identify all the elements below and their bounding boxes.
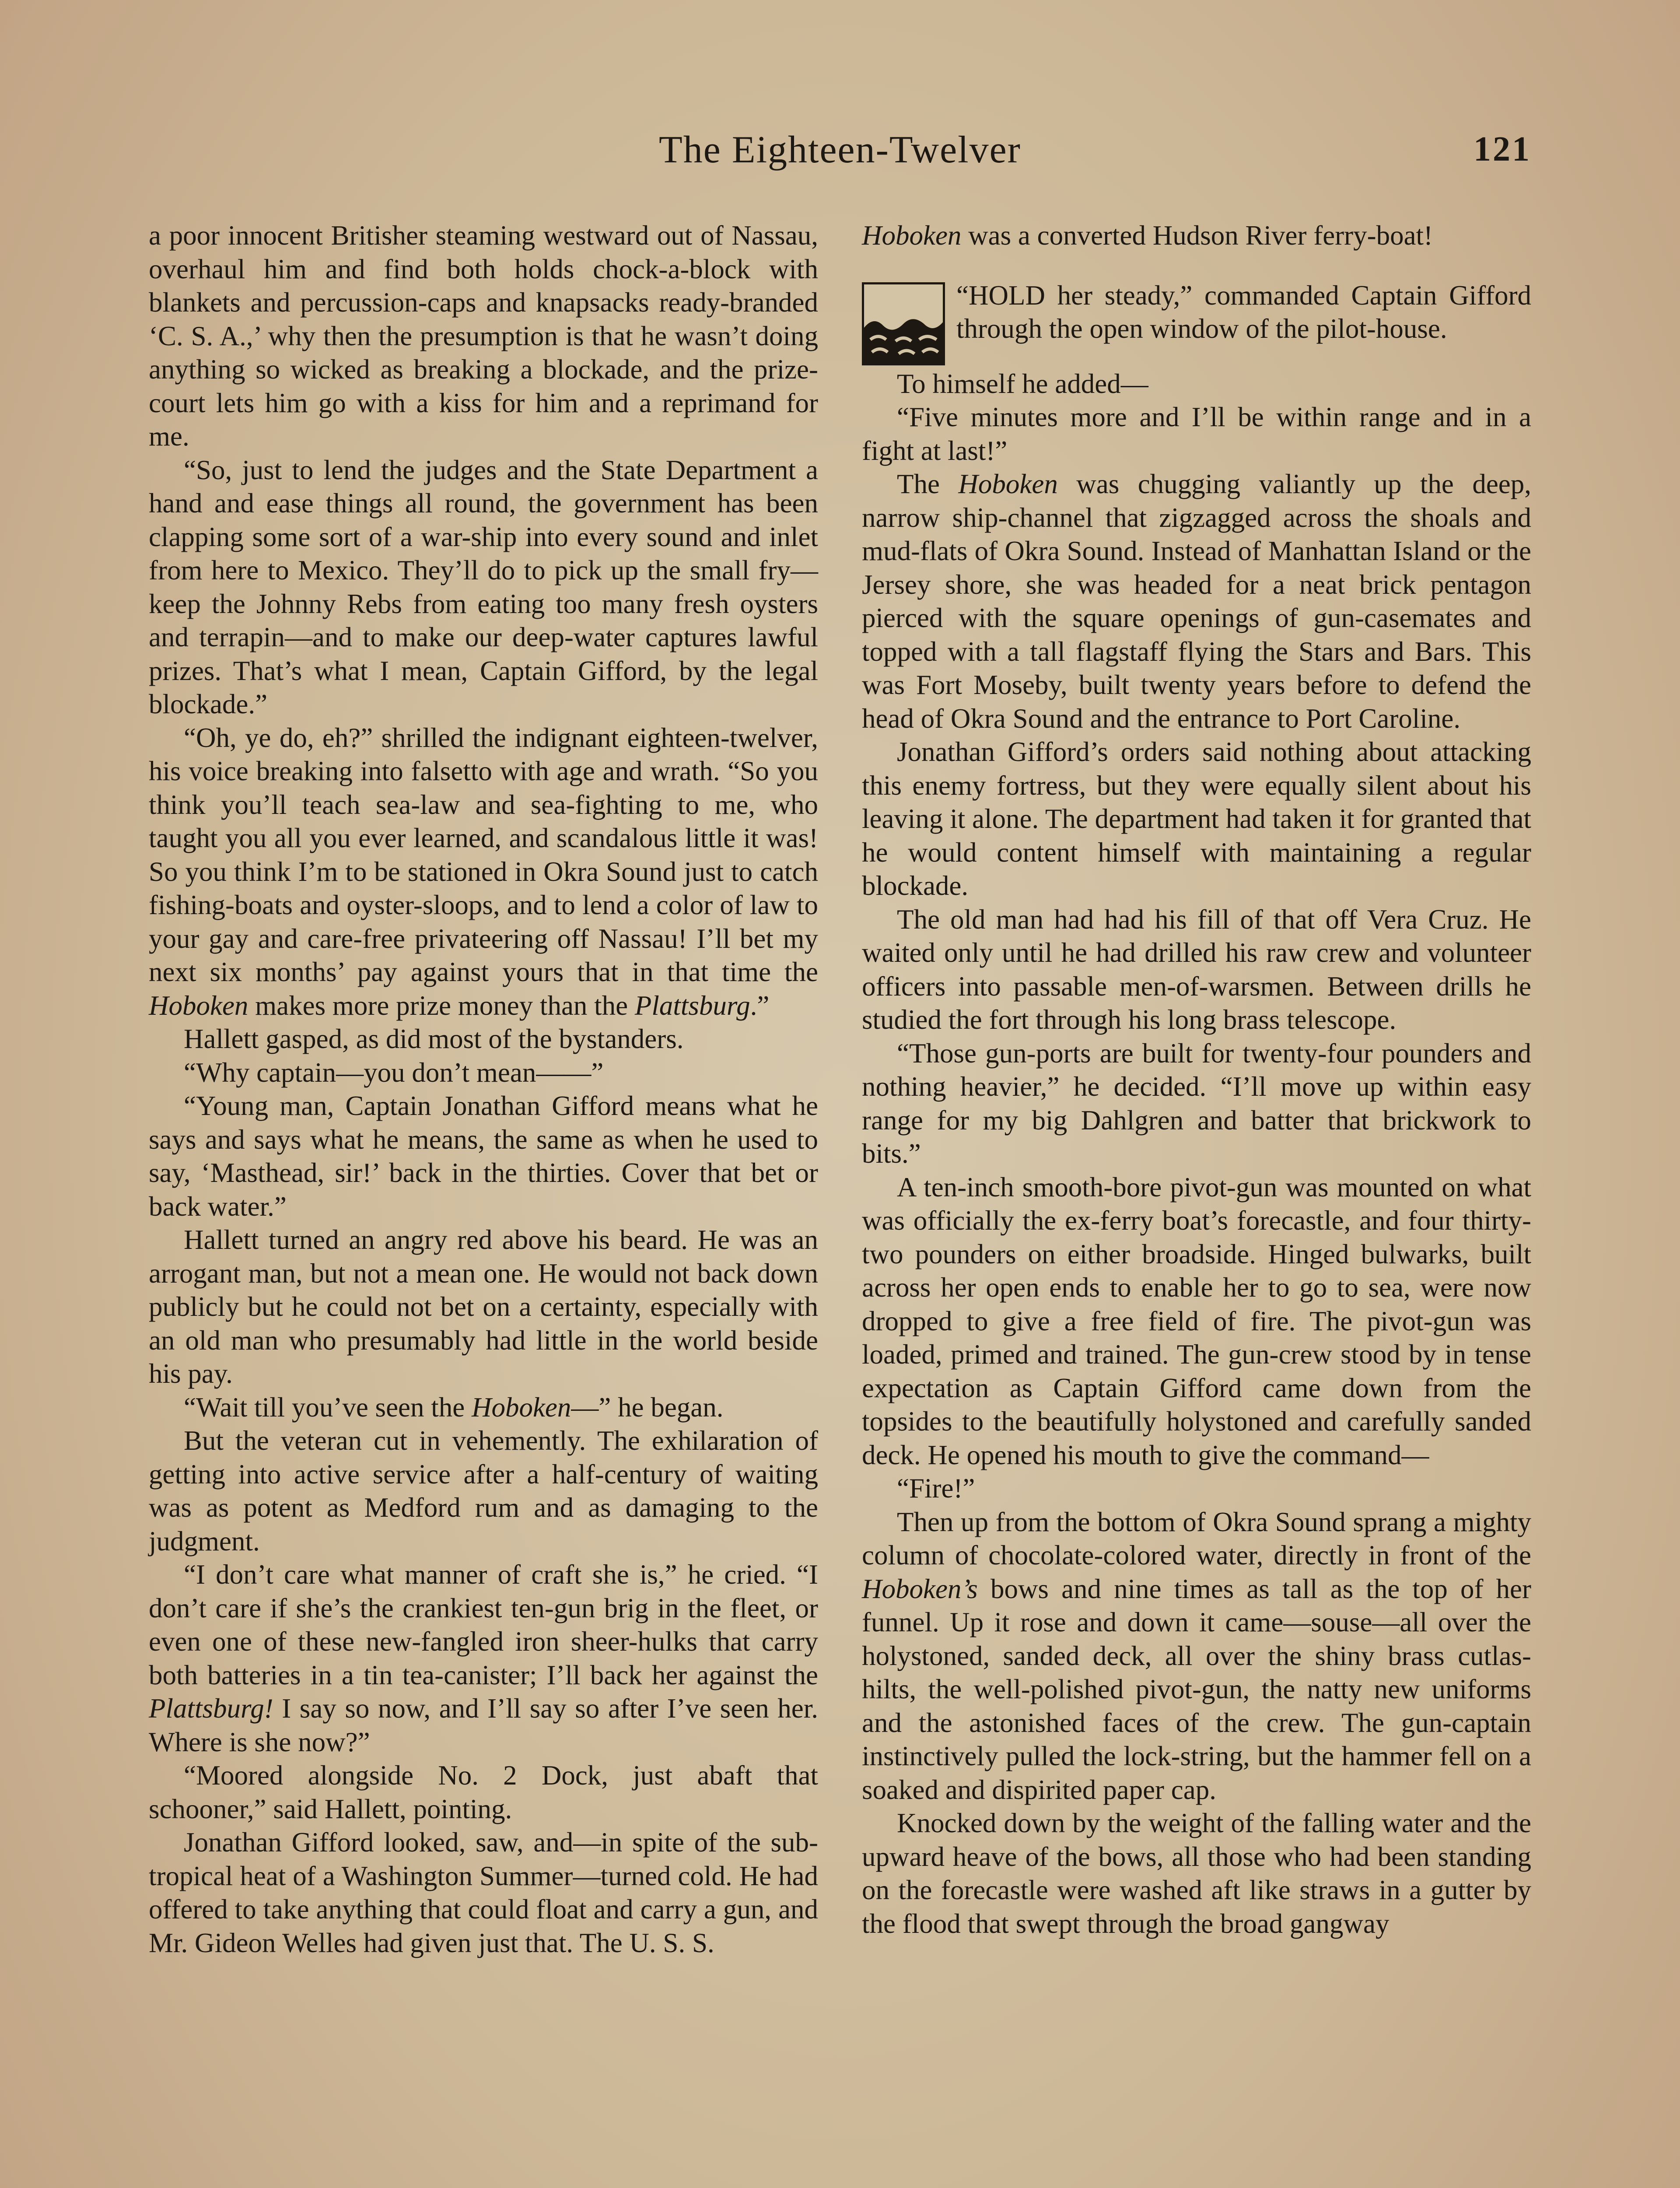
text-run: “HOLD her steady,” commanded Captain Gifford through the open window of the pilot-house.: [956, 280, 1531, 344]
ship-name: Hoboken: [862, 220, 962, 251]
text-columns: [149, 219, 1531, 1960]
page-number: 121: [1474, 130, 1531, 168]
paragraph: Knocked down by the weight of the falling water and the upward heave of the bows, all those who had been standing on the forecastle were washed aft like straws in a gutter by the flood that swept through the broad gangway: [862, 1808, 1531, 1939]
text-run: makes more prize money than the: [255, 990, 628, 1021]
paragraph: “Moored alongside No. 2 Dock, just abaft that schooner,” said Hallett, pointing.: [149, 1760, 818, 1824]
ship-name: Hoboken: [471, 1392, 571, 1423]
paragraph: [149, 721, 818, 1023]
paragraph: “Fire!”: [897, 1473, 975, 1504]
ship-name: Hoboken: [958, 469, 1058, 499]
left-column: [149, 219, 818, 1960]
text-run: The: [897, 469, 940, 499]
running-title: The Eighteen-Twelver: [659, 129, 1021, 171]
paragraph: “Young man, Captain Jonathan Gifford means what he says and says what he means, the same as when he used to say, ‘Masthead, sir!’ back in the thirties. Cover that bet or back water.”: [149, 1090, 818, 1222]
paragraph: Jonathan Gifford’s orders said nothing about attacking this enemy fortress, but they were equally silent about his leaving it alone. The department had taken it for granted that he would content himself with maintaining a regular blockade.: [862, 736, 1531, 901]
paragraph: “Those gun-ports are built for twenty-four pounders and nothing heavier,” he decided. “I’ll move up within easy range for my big Dahlgren and batter that brickwork to bits.”: [862, 1038, 1531, 1169]
text-run: was chugging valiantly up the deep, narrow ship-channel that zigzagged across the shoals and mud-flats of Okra Sound. Instead of Manhattan Island or the Jersey shore, she was headed for a neat brick pentagon pierced with the square openings of gun-casemates and topped with a tall flagstaff flying the Stars and Bars. This was Fort Moseby, built twenty years before to defend the head of Okra Sound and the entrance to Port Caroline.: [862, 469, 1532, 734]
text-run: I say so now, and I’ll say so after I’ve seen her. Where is she now?”: [149, 1693, 819, 1757]
text-run: “I don’t care what manner of craft she is,” he cried. “I don’t care if she’s the crankiest ten-gun brig in the fleet, or even one of these new-fangled iron sheer-hulks that carry both batteries in a tin tea-canister; I’ll back her against the: [149, 1559, 818, 1690]
text-run: .”: [750, 990, 770, 1021]
paragraph: A ten-inch smooth-bore pivot-gun was mounted on what was officially the ex-ferry boat’s forecastle, and four thirty-two pounders on either broadside. Hinged bulwarks, built across her open ends to enable her to go to sea, were now dropped to give a free field of fire. The pivot-gun was loaded, primed and trained. The gun-crew stood by in tense expectation as Captain Gifford came down from the topsides to the beautifully holystoned and carefully sanded deck. He opened his mouth to give the command—: [862, 1171, 1531, 1470]
section-opening-paragraph: [862, 279, 1531, 346]
paragraph: [862, 219, 1531, 252]
text-run: —” he began.: [571, 1392, 724, 1423]
text-run: bows and nine times as tall as the top of her funnel. Up it rose and down it came—souse—all over the holystoned, sanded deck, all over the shiny brass cutlas-hilts, the well-polished pivot-gun, the natty new uniforms and the astonished faces of the crew. The gun-captain instinctively pulled the lock-string, but the hammer fell on a soaked and dispirited paper cap.: [862, 1573, 1531, 1805]
wave-ornament-icon: [862, 282, 945, 365]
paragraph: Hallett gasped, as did most of the bystanders.: [184, 1024, 684, 1054]
paragraph: a poor innocent Britisher steaming westward out of Nassau, overhaul him and find both holds chock-a-block with blankets and percussion-caps and knapsacks ready-branded ‘C. S. A.,’ why then the presumption is that he wasn’t doing anything so wicked as breaking a blockade, and the prize-court lets him go with a kiss for him and a reprimand for me.: [149, 220, 818, 452]
paragraph: Jonathan Gifford looked, saw, and—in spite of the sub-tropical heat of a Washington Summer—turned cold. He had offered to take anything that could float and carry a gun, and Mr. Gideon Welles had given just that. The U. S. S.: [149, 1827, 818, 1958]
ship-name: Plattsburg!: [149, 1693, 273, 1724]
page-header: [149, 128, 1531, 189]
paragraph: The old man had had his fill of that off Vera Cruz. He waited only until he had drilled his raw crew and volunteer officers into passable men-of-warsmen. Between drills he studied the fort through his long brass telescope.: [862, 904, 1531, 1035]
text-run: “Wait till you’ve seen the: [184, 1392, 465, 1423]
paragraph: To himself he added—: [897, 368, 1148, 399]
text-run: Then up from the bottom of Okra Sound sprang a mighty column of chocolate-colored water, directly in front of the: [862, 1506, 1531, 1571]
paragraph: “Five minutes more and I’ll be within range and in a fight at last!”: [862, 402, 1531, 466]
ship-name: Hoboken: [149, 990, 248, 1021]
paragraph: Hallett turned an angry red above his beard. He was an arrogant man, but not a mean one. He would not back down publicly but he could not bet on a certainty, especially with an old man who presumably had little in the world beside his pay.: [149, 1224, 818, 1389]
paragraph: [862, 1505, 1531, 1807]
paragraph: “So, just to lend the judges and the State Department a hand and ease things all round, the government has been clapping some sort of a war-ship into every sound and inlet from here to Mexico. They’ll do to pick up the small fry—keep the Johnny Rebs from eating too many fresh oysters and terrapin—and to make our deep-water captures lawful prizes. That’s what I mean, Captain Gifford, by the legal blockade.”: [149, 454, 818, 719]
text-run: was a converted Hudson River ferry-boat!: [968, 220, 1433, 251]
text-run: “Oh, ye do, eh?” shrilled the indignant eighteen-twelver, his voice breaking into falsetto with age and wrath. “So you think you’ll teach sea-law and sea-fighting to me, who taught you all you ever learned, and scandalous little it was! So you think I’m to be stationed in Okra Sound just to catch fishing-boats and oyster-sloops, and to lend a color of law to your gay and care-free privateering off Nassau! I’ll bet my next six months’ pay against yours that in that time the: [149, 722, 818, 987]
paragraph: [149, 1391, 818, 1424]
paragraph: [862, 467, 1531, 735]
paragraph: [149, 1558, 818, 1759]
ship-name: Plattsburg: [634, 990, 750, 1021]
paragraph: But the veteran cut in vehemently. The exhilaration of getting into active service after a half-century of waiting was as potent as Medford rum and as damaging to the judgment.: [149, 1425, 818, 1557]
right-column: [862, 219, 1531, 1960]
ship-name: Hoboken’s: [862, 1573, 978, 1604]
paragraph: “Why captain—you don’t mean——”: [184, 1057, 604, 1088]
